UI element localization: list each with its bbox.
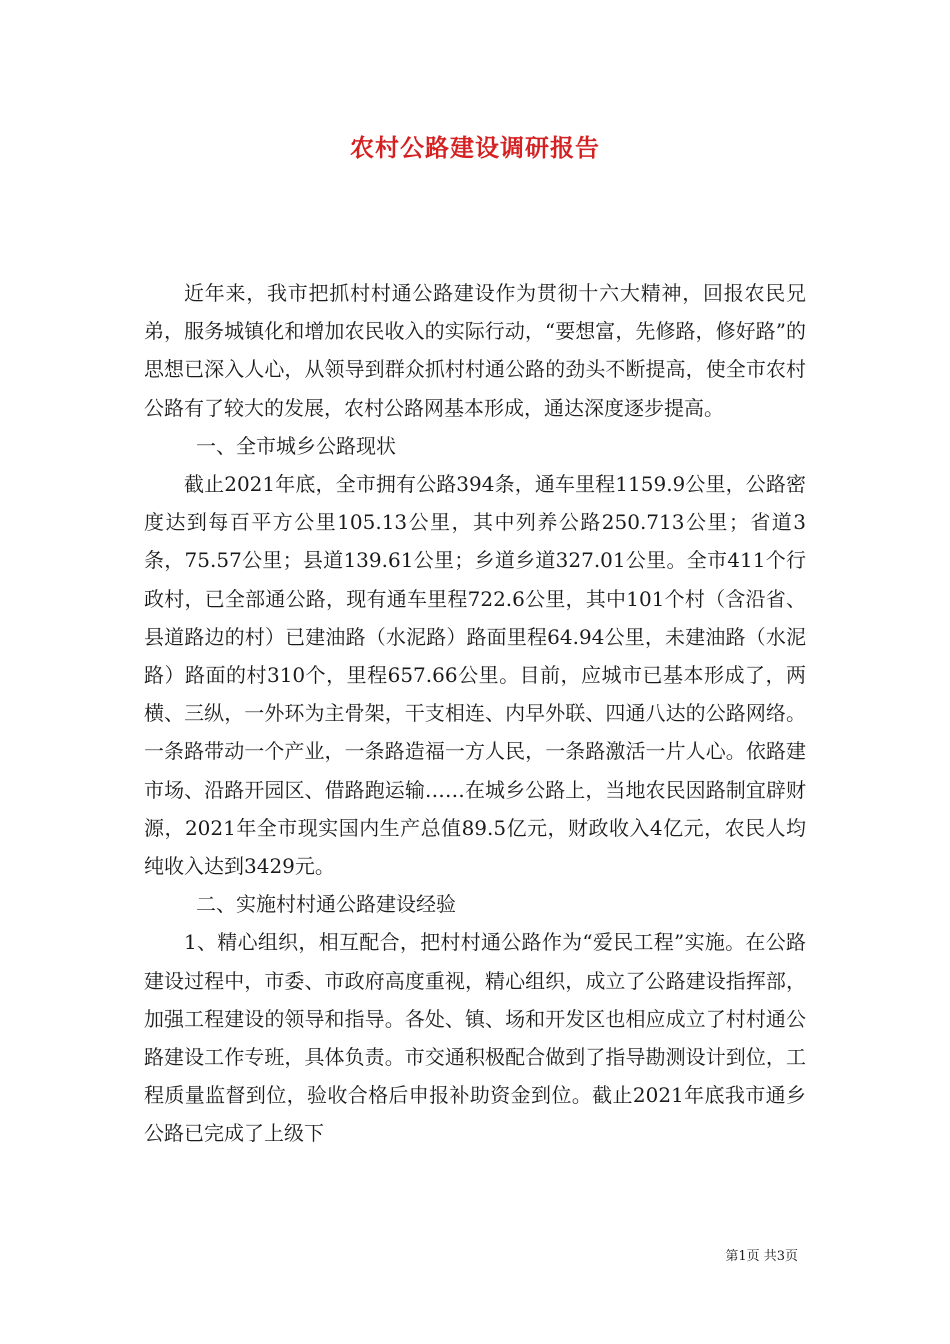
experience-paragraph: 1、精心组织，相互配合，把村村通公路作为“爱民工程”实施。在公路建设过程中，市委、市政府高度重视，精心组织，成立了公路建设指挥部，加强工程建设的领导和指导。各处、镇、场和开发区也相应成立了村村通公路建设工作专班，具体负责。市交通积极配合做到了指导勘测设计到位，工程质量监督到位，验收合格后申报补助资金到位。截止2021年底我市通乡公路已完成了上级下	[144, 930, 806, 1146]
document-title: 农村公路建设调研报告	[350, 133, 600, 162]
page-number: 第1页 共3页	[725, 1249, 798, 1264]
intro-paragraph: 近年来，我市把抓村村通公路建设作为贯彻十六大精神，回报农民兄弟，服务城镇化和增加农民收入的实际行动，“要想富，先修路，修好路”的思想已深入人心，从领导到群众抓村村通公路的劲头不断提高，使全市农村公路有了较大的发展，农村公路网基本形成，通达深度逐步提高。	[144, 281, 806, 420]
document-body	[144, 274, 806, 1153]
status-paragraph: 截止2021年底，全市拥有公路394条，通车里程1159.9公里，公路密度达到每百平方公里105.13公里，其中列养公路250.713公里；省道3条，75.57公里；县道139.61公里；乡道乡道327.01公里。全市411个行政村，已全部通公路，现有通车里程722.6公里，其中101个村（含沿省、县道路边的村）已建油路（水泥路）路面里程64.94公里，未建油路（水泥路）路面的村310个，里程657.66公里。目前，应城市已基本形成了，两横、三纵，一外环为主骨架，干支相连、内早外联、四通八达的公路网络。一条路带动一个产业，一条路造福一方人民，一条路激活一片人心。依路建市场、沿路开园区、借路跑运输……在城乡公路上，当地农民因路制宜辟财源，2021年全市现实国内生产总值89.5亿元，财政收入4亿元，农民人均纯收入达到3429元。	[144, 472, 806, 879]
section-heading-2: 二、实施村村通公路建设经验	[196, 892, 456, 917]
section-heading-1: 一、全市城乡公路现状	[196, 433, 396, 458]
